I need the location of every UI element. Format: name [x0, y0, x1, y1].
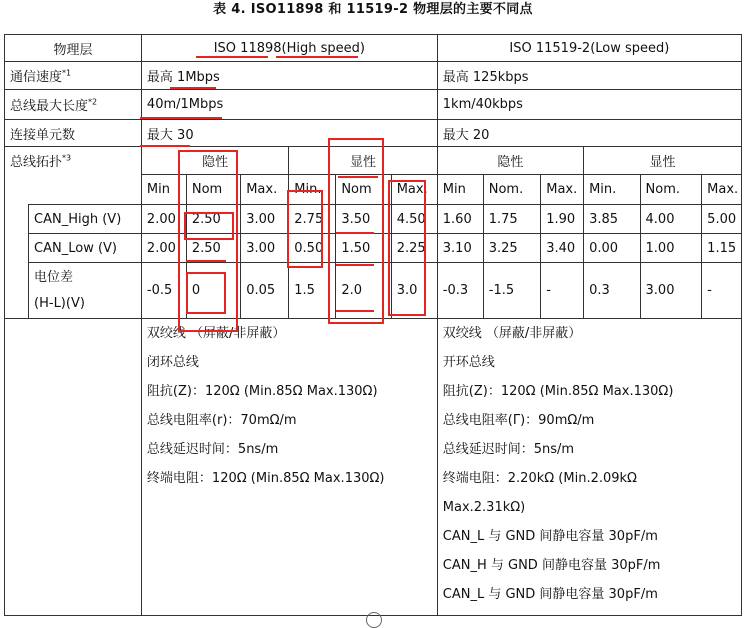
notes-high: [141, 319, 437, 616]
annotation-underline: [276, 56, 358, 58]
units-high: 最大 30: [141, 120, 437, 147]
cell: 1.60: [437, 205, 483, 234]
cell: 4.00: [640, 205, 702, 234]
cell: 0.00: [584, 234, 640, 263]
subhead: Min: [141, 175, 186, 205]
high-recessive-head: 隐性: [141, 147, 288, 175]
table-caption: 表 4. ISO11898 和 11519-2 物理层的主要不同点: [213, 2, 533, 17]
cell: 5.00: [702, 205, 742, 234]
subhead: Nom.: [640, 175, 702, 205]
cell: 0.50: [289, 234, 336, 263]
note-line: 双绞线 （屏蔽/非屏蔽）: [146, 326, 286, 341]
note-line: 阻抗(Z)：120Ω (Min.85Ω Max.130Ω): [146, 384, 378, 399]
low-recessive-head: 隐性: [437, 147, 583, 175]
subhead: Min.: [289, 175, 336, 205]
note-line: 总线电阻率(Γ)：90mΩ/m: [442, 413, 595, 428]
note-line: 阻抗(Z)：120Ω (Min.85Ω Max.130Ω): [442, 384, 674, 399]
rate-high: 最高 1Mbps: [141, 62, 437, 90]
diff-label: 电位差 (H-L)(V): [29, 263, 142, 319]
length-low: 1km/40kbps: [437, 90, 741, 120]
annotation-underline: [338, 176, 378, 178]
cell: 4.50: [391, 205, 437, 234]
subhead: Nom: [336, 175, 391, 205]
note-line: CAN_H 与 GND 间静电容量 30pF/m: [442, 558, 661, 573]
rate-low: 最高 125kbps: [437, 62, 741, 90]
cell: 2.00: [141, 205, 186, 234]
annotation-underline: [196, 56, 268, 58]
notes-label-empty: [5, 319, 142, 616]
subhead: Max.: [541, 175, 584, 205]
cell: 2.00: [141, 234, 186, 263]
high-dominant-head: 显性: [289, 147, 437, 175]
cell: 3.25: [483, 234, 540, 263]
cell: 3.00: [241, 234, 289, 263]
annotation-box-dominant-nom: [328, 138, 384, 324]
cell: 1.15: [702, 234, 742, 263]
note-line: CAN_L 与 GND 间静电容量 30pF/m: [442, 529, 658, 544]
annotation-box-nom-zero: [186, 272, 226, 314]
note-line: 双绞线 （屏蔽/非屏蔽）: [442, 326, 582, 341]
low-dominant-head: 显性: [584, 147, 742, 175]
header-physical-layer: 物理层: [5, 35, 142, 62]
cell: 0.3: [584, 263, 640, 319]
units-low: 最大 20: [437, 120, 741, 147]
subhead: Max.: [702, 175, 742, 205]
note-line: 开环总线: [442, 355, 495, 370]
physical-layer-table: [4, 34, 742, 616]
cell: 3.40: [541, 234, 584, 263]
header-iso11519: ISO 11519-2(Low speed): [437, 35, 741, 62]
cell: 0: [186, 263, 240, 319]
can-high-label: CAN_High (V): [29, 205, 142, 234]
header-iso11898: ISO 11898(High speed): [141, 35, 437, 62]
note-line: CAN_L 与 GND 间静电容量 30pF/m: [442, 587, 658, 602]
cell: 1.00: [640, 234, 702, 263]
subhead: Min.: [584, 175, 640, 205]
cell: -1.5: [483, 263, 540, 319]
annotation-underline: [140, 117, 222, 119]
annotation-box-dominant-min: [287, 190, 323, 268]
cell: 1.90: [541, 205, 584, 234]
cell: 2.50: [186, 205, 240, 234]
cell: -0.3: [437, 263, 483, 319]
note-line: 总线电阻率(r)：70mΩ/m: [146, 413, 297, 428]
cell: 2.0: [336, 263, 391, 319]
cell: -: [541, 263, 584, 319]
cell: 0.05: [241, 263, 289, 319]
cell: 3.85: [584, 205, 640, 234]
cell: 1.75: [483, 205, 540, 234]
annotation-underline: [140, 145, 190, 147]
note-line: 总线延迟时间：5ns/m: [146, 442, 279, 457]
row-label-length: 总线最大长度$^{*2}$: [5, 90, 142, 120]
note-line: 总线延迟时间：5ns/m: [442, 442, 575, 457]
annotation-underline: [336, 310, 374, 312]
cell: -: [702, 263, 742, 319]
cell: 2.25: [391, 234, 437, 263]
annotation-box-nom-high: [184, 212, 234, 240]
note-line: Max.2.31kΩ): [442, 500, 526, 515]
subhead: Max.: [241, 175, 289, 205]
notes-low: [437, 319, 741, 616]
subhead: Max.: [391, 175, 437, 205]
cell: 1.50: [336, 234, 391, 263]
cell: 3.0: [391, 263, 437, 319]
subhead: Nom.: [483, 175, 540, 205]
row-label-rate: 通信速度$^{*1}$: [5, 62, 142, 90]
note-line: 终端电阻：2.20kΩ (Min.2.09kΩ: [442, 471, 637, 486]
circle-icon: [366, 612, 382, 628]
subhead: Nom: [186, 175, 240, 205]
cell: 2.50: [186, 234, 240, 263]
cell: 3.50: [336, 205, 391, 234]
cell: 1.5: [289, 263, 336, 319]
annotation-underline: [170, 87, 216, 89]
annotation-underline: [336, 232, 374, 234]
annotation-box-dominant-max: [388, 180, 426, 316]
annotation-underline: [186, 260, 226, 262]
cell: -0.5: [141, 263, 186, 319]
annotation-underline: [336, 264, 374, 266]
cell: 3.00: [640, 263, 702, 319]
cell: 3.10: [437, 234, 483, 263]
row-label-units: 连接单元数: [5, 120, 142, 147]
note-line: 闭环总线: [146, 355, 199, 370]
cell: 2.75: [289, 205, 336, 234]
subhead: Min: [437, 175, 483, 205]
note-line: 终端电阻：120Ω (Min.85Ω Max.130Ω): [146, 471, 385, 486]
cell: 3.00: [241, 205, 289, 234]
can-low-label: CAN_Low (V): [29, 234, 142, 263]
row-label-topology: 总线拓扑$^{*3}$: [5, 147, 142, 205]
length-high: 40m/1Mbps: [141, 90, 437, 120]
